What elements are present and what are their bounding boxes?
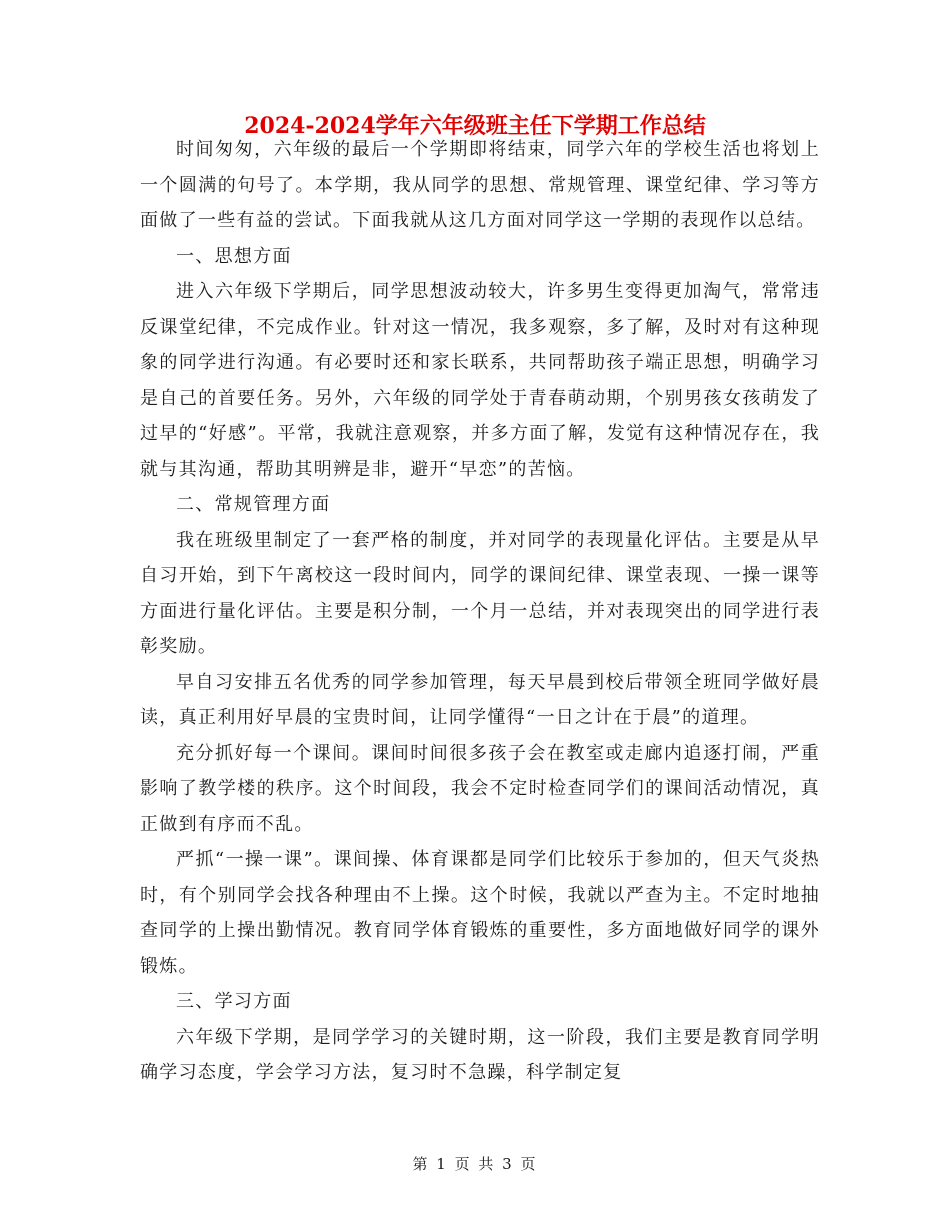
section-heading-thought: 一、思想方面 <box>176 245 292 267</box>
paragraph-exercise: 严抓“一操一课”。课间操、体育课都是同学们比较乐于参加的，但天气炎热时，有个别同学会找各种理由不上操。这个时候，我就以严查为主。不定时地抽查同学的上操出勤情况。教育同学体育锻炼的重要性，多方面地做好同学的课外锻炼。 <box>140 849 820 977</box>
paragraph-thought: 进入六年级下学期后，同学思想波动较大，许多男生变得更加淘气，常常违反课堂纪律，不完成作业。针对这一情况，我多观察，多了解，及时对有这种现象的同学进行沟通。有必要时还和家长联系，共同帮助孩子端正思想，明确学习是自己的首要任务。另外，六年级的同学处于青春萌动期，个别男孩女孩萌发了过早的“好感”。平常，我就注意观察，并多方面了解，发觉有这种情况存在，我就与其沟通，帮助其明辨是非，避开“早恋”的苦恼。 <box>140 281 820 480</box>
paragraph-morning-study: 早自习安排五名优秀的同学参加管理，每天早晨到校后带领全班同学做好晨读，真正利用好早晨的宝贵时间，让同学懂得“一日之计在于晨”的道理。 <box>140 671 820 728</box>
paragraph-study: 六年级下学期，是同学学习的关键时期，这一阶段，我们主要是教育同学明确学习态度，学会学习方法，复习时不急躁，科学制定复 <box>140 1026 820 1083</box>
paragraph-intro: 时间匆匆，六年级的最后一个学期即将结束，同学六年的学校生活也将划上一个圆满的句号了。本学期，我从同学的思想、常规管理、课堂纪律、学习等方面做了一些有益的尝试。下面我就从这几方面对同学这一学期的表现作以总结。 <box>140 139 820 231</box>
document-title: 2024-2024学年六年级班主任下学期工作总结 <box>244 113 706 139</box>
section-heading-routine: 二、常规管理方面 <box>176 494 331 515</box>
document-body <box>140 132 820 1091</box>
section-heading-study: 三、学习方面 <box>176 991 292 1012</box>
paragraph-routine-system: 我在班级里制定了一套严格的制度，并对同学的表现量化评估。主要是从早自习开始，到下午离校这一段时间内，同学的课间纪律、课堂表现、一操一课等方面进行量化评估。主要是积分制，一个月一总结，并对表现突出的同学进行表彰奖励。 <box>140 529 820 657</box>
paragraph-recess: 充分抓好每一个课间。课间时间很多孩子会在教室或走廊内追逐打闹，严重影响了教学楼的秩序。这个时间段，我会不定时检查同学们的课间活动情况，真正做到有序而不乱。 <box>140 742 820 835</box>
page-number-footer: 第 1 页 共 3 页 <box>412 1155 538 1173</box>
